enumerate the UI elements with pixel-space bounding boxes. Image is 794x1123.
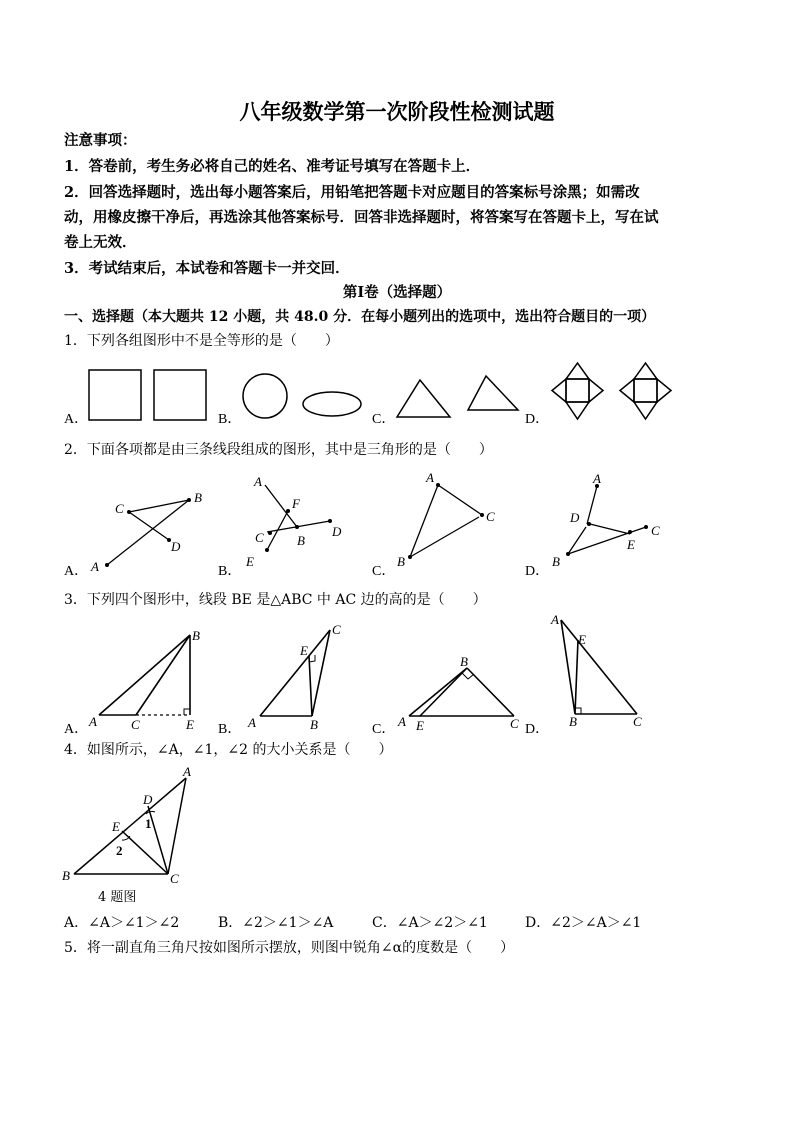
page-title: 八年级数学第一次阶段性检测试题	[239, 99, 555, 124]
point-label-e: E	[246, 554, 254, 569]
point-label-b: B	[62, 868, 70, 883]
point-label-d: D	[332, 524, 342, 539]
q3-option-b-label: B．	[218, 722, 242, 737]
q1-option-a-label: A．	[64, 412, 89, 427]
point-label-c: C	[255, 530, 264, 545]
q4-option-c: C．∠A＞∠2＞∠1	[372, 915, 488, 931]
q1-option-d-label: D．	[525, 412, 550, 427]
angle-1-label: 1	[145, 816, 152, 831]
q2-option-a-figure	[84, 480, 219, 580]
q1-option-b-figure	[238, 370, 368, 420]
q3-text: 3．下列四个图形中，线段 BE 是△ABC 中 AC 边的高的是（ ）	[64, 592, 487, 608]
point-label-b: B	[310, 717, 318, 732]
q3-option-d-figure	[545, 612, 655, 732]
q3-option-b-figure	[240, 620, 360, 735]
circle-shape	[243, 374, 287, 418]
section-title: 一、选择题（本大题共 12 小题，共 48.0 分．在每小题列出的选项中，选出符合题目的一项）	[64, 309, 656, 325]
q2-option-d-label: D．	[525, 564, 550, 579]
point-label-c: C	[170, 871, 179, 886]
point-label-b: B	[569, 714, 577, 729]
point-label-b: B	[397, 554, 405, 569]
point-label-b: B	[192, 628, 200, 643]
triangle-shape	[468, 376, 518, 410]
q3-option-c-label: C．	[372, 722, 396, 737]
point-label-a: A	[398, 714, 406, 729]
q4-caption: 4 题图	[98, 890, 137, 905]
point-label-c: C	[510, 716, 519, 731]
point-label-c: C	[651, 523, 660, 538]
notes-heading: 注意事项：	[64, 132, 137, 149]
point-label-d: D	[143, 792, 153, 807]
angle-2-label: 2	[116, 843, 123, 858]
q2-option-b-label: B．	[218, 564, 242, 579]
q2-option-c-figure	[390, 465, 510, 577]
q3-option-a-figure	[84, 625, 209, 735]
q1-option-c-figure	[390, 370, 530, 422]
q1-text: 1．下列各组图形中不是全等形的是（ ）	[64, 333, 339, 349]
part-title: 第Ⅰ卷（选择题）	[342, 284, 452, 301]
pyramid-net-shape	[620, 363, 671, 419]
notes-item-2-line-2: 动，用橡皮擦干净后，再选涂其他答案标号．回答非选择题时，将答案写在答题卡上，写在试	[64, 209, 659, 226]
q4-option-d: D．∠2＞∠A＞∠1	[525, 915, 642, 931]
point-label-b: B	[194, 490, 202, 505]
point-label-c: C	[486, 509, 495, 524]
notes-item-3: 3．考试结束后，本试卷和答题卡一并交回．	[64, 260, 350, 277]
q2-option-d-figure	[548, 470, 668, 575]
triangle-shape	[397, 380, 450, 417]
q1-option-a-figure	[84, 365, 214, 423]
point-label-e: E	[416, 718, 424, 732]
q3-option-a-label: A．	[64, 722, 89, 737]
point-label-f: F	[292, 496, 300, 511]
q4-option-b: B．∠2＞∠1＞∠A	[218, 915, 334, 931]
point-label-a: A	[89, 714, 97, 729]
point-label-e: E	[578, 632, 586, 647]
point-label-e: E	[112, 819, 120, 834]
point-label-a: A	[248, 715, 256, 730]
notes-item-1: 1．答卷前，考生务必将自己的姓名、准考证号填写在答题卡上．	[64, 158, 481, 175]
square-shape	[89, 370, 141, 420]
point-label-d: D	[171, 539, 181, 554]
point-label-d: D	[570, 510, 580, 525]
q3-option-d-label: D．	[525, 722, 550, 737]
point-label-c: C	[131, 717, 140, 732]
q2-option-b-figure	[240, 470, 360, 578]
q5-text: 5．将一副直角三角尺按如图所示摆放，则图中锐角∠α的度数是（ ）	[64, 940, 515, 956]
square-shape	[154, 370, 206, 420]
point-label-a: A	[426, 470, 434, 485]
ellipse-shape	[303, 392, 361, 416]
point-label-b: B	[552, 554, 560, 569]
point-label-a: A	[593, 471, 601, 486]
point-label-b: B	[297, 533, 305, 548]
q1-option-c-label: C．	[372, 412, 396, 427]
q4-text: 4．如图所示，∠A，∠1，∠2 的大小关系是（ ）	[64, 742, 393, 758]
point-label-c: C	[633, 714, 642, 729]
q4-figure	[60, 762, 200, 887]
q2-text: 2．下面各项都是由三条线段组成的图形，其中是三角形的是（ ）	[64, 442, 493, 458]
point-label-b: B	[460, 654, 468, 669]
notes-item-2-line-3: 卷上无效．	[64, 234, 137, 251]
point-label-c: C	[332, 622, 341, 637]
point-label-e: E	[627, 537, 635, 552]
point-label-a: A	[254, 474, 262, 489]
q2-option-a-label: A．	[64, 564, 89, 579]
point-label-e: E	[300, 643, 308, 658]
point-label-a: A	[91, 559, 99, 574]
q1-option-d-figure	[548, 357, 676, 427]
notes-item-2-line-1: 2．回答选择题时，选出每小题答案后，用铅笔把答题卡对应题目的答案标号涂黑；如需改	[64, 184, 640, 201]
point-label-a: A	[183, 764, 191, 779]
q2-option-c-label: C．	[372, 564, 396, 579]
pyramid-net-shape	[552, 363, 603, 419]
q4-option-a: A．∠A＞∠1＞∠2	[64, 915, 180, 931]
point-label-a: A	[551, 612, 559, 627]
q3-option-c-figure	[394, 652, 524, 732]
point-label-c: C	[115, 501, 124, 516]
point-label-e: E	[186, 717, 194, 732]
q1-option-b-label: B．	[218, 412, 242, 427]
